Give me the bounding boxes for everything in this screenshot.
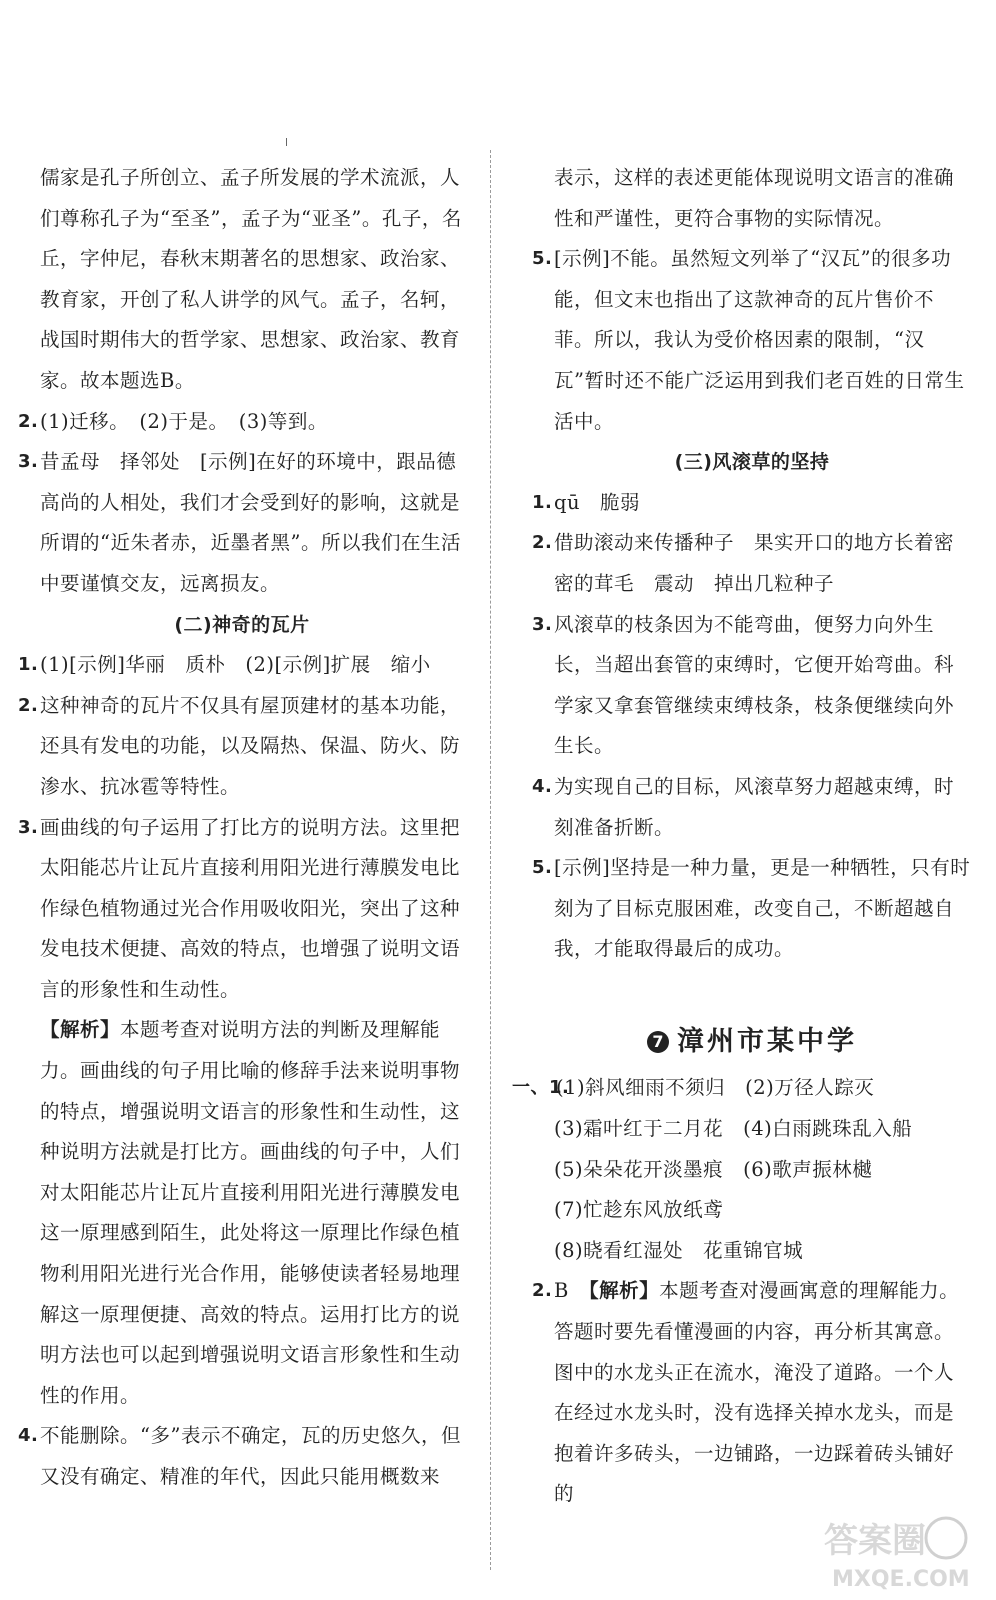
- answer-text: qū 脆弱: [554, 490, 641, 514]
- analysis-paragraph: [18, 1010, 466, 1416]
- question-number: 5.: [532, 248, 553, 270]
- watermark-title: 答案圈: [824, 1521, 926, 1561]
- analysis-label: 【解析】: [588, 1279, 660, 1303]
- analysis-label: 【解析】: [40, 1018, 121, 1042]
- question-number: 一、1.: [512, 1077, 570, 1099]
- section2-question-1: [18, 645, 466, 686]
- answer-line: (3)霜叶红于二月花 (4)白雨跳珠乱入船: [554, 1117, 913, 1141]
- question-number: 4.: [532, 775, 553, 797]
- answer-text: (1)迁移。 (2)于是。 (3)等到。: [40, 409, 328, 433]
- section3-question-3: [532, 605, 972, 767]
- question-number: 3.: [18, 451, 39, 473]
- answer-choice: B: [554, 1279, 569, 1303]
- section3-question-2: [532, 523, 972, 604]
- answer-line: (8)晓看红湿处 花重锦官城: [554, 1238, 804, 1262]
- watermark-url: MXQE.COM: [832, 1567, 970, 1592]
- question-number: 1.: [532, 491, 553, 513]
- analysis-text: 本题考查对漫画寓意的理解能力。答题时要先看懂漫画的内容，再分析其寓意。图中的水龙头正在流水，淹没了道路。一个人在经过水龙头时，没有选择关掉水龙头，而是抱着许多砖头，一边铺路，一边踩着砖头铺好的: [554, 1279, 960, 1506]
- question-number: 4.: [18, 1425, 39, 1447]
- section-title-tumbleweed: (三)风滚草的坚持: [674, 451, 830, 474]
- section3-question-1: [532, 483, 972, 524]
- answer-text: 借助滚动来传播种子 果实开口的地方长着密密的茸毛 震动 掉出几粒种子: [554, 531, 955, 595]
- right-column: [512, 158, 972, 1515]
- answer-text: 画曲线的句子运用了打比方的说明方法。这里把太阳能芯片让瓦片直接利用阳光进行薄膜发电比作绿色植物通过光合作用吸收阳光，突出了这种发电技术便捷、高效的特点，也增强了说明文语言的形象性和生动性。: [40, 815, 461, 1001]
- watermark: [818, 1510, 978, 1592]
- answer-text: 不能删除。“多”表示不确定，瓦的历史悠久，但又没有确定、精准的年代，因此只能用概数来: [40, 1424, 461, 1488]
- part1-question-1: [512, 1068, 972, 1109]
- question-number: 2.: [18, 694, 39, 716]
- section-title-magic-tile: (二)神奇的瓦片: [174, 613, 310, 636]
- question-2: [18, 402, 466, 443]
- answer-text: 这种神奇的瓦片不仅具有屋顶建材的基本功能，还具有发电的功能，以及隔热、保温、防火、防渗水、抗冰雹等特性。: [40, 693, 461, 798]
- left-column: [18, 158, 466, 1498]
- intro-paragraph: 儒家是孔子所创立、孟子所发展的学术流派，人们尊称孔子为“至圣”，孟子为“亚圣”。孔子，名丘，字仲尼，春秋末期著名的思想家、政治家、教育家，开创了私人讲学的风气。孟子，名轲，战国时期伟大的哲学家、思想家、政治家、教育家。故本题选B。: [40, 166, 462, 392]
- school-heading: [532, 1022, 972, 1063]
- column-divider: [490, 150, 491, 1570]
- answer-text: (1)[示例]华丽 质朴 (2)[示例]扩展 缩小: [40, 653, 431, 677]
- school-number-badge: 7: [647, 1031, 669, 1053]
- top-tick-mark: [286, 138, 287, 146]
- part1-question-2: [532, 1271, 972, 1515]
- question-number: 3.: [532, 613, 553, 635]
- question-number: 2.: [18, 410, 39, 432]
- answer-line: (5)朵朵花开淡墨痕 (6)歌声振林樾: [554, 1157, 873, 1181]
- section2-question-3: [18, 808, 466, 1011]
- answer-text: 风滚草的枝条因为不能弯曲，便努力向外生长，当超出套管的束缚时，它便开始弯曲。科学家又拿套管继续束缚枝条，枝条便继续向外生长。: [554, 612, 955, 758]
- school-title: 漳州市某中学: [677, 1025, 857, 1057]
- section3-question-4: [532, 767, 972, 848]
- section2-question-4: [18, 1416, 466, 1497]
- section3-question-5: [532, 848, 972, 970]
- answer-text: [示例]坚持是一种力量，更是一种牺牲，只有时刻为了目标克服困难，改变自己，不断超越自我，才能取得最后的成功。: [554, 856, 971, 961]
- question-number: 3.: [18, 816, 39, 838]
- question-number: 5.: [532, 857, 553, 879]
- answer-text: [554, 1271, 972, 1515]
- answer-line: (7)忙趁东风放纸鸢: [554, 1198, 724, 1222]
- answer-line: (1)斜风细雨不须归 (2)万径人踪灭: [556, 1076, 875, 1100]
- analysis-text: 本题考查对说明方法的判断及理解能力。画曲线的句子用比喻的修辞手法来说明事物的特点，增强说明文语言的形象性和生动性，这种说明方法就是打比方。画曲线的句子中，人们对太阳能芯片让瓦片直接利用阳光进行薄膜发电这一原理感到陌生，此处将这一原理比作绿色植物利用阳光进行光合作用，能够使读者轻易地理解这一原理便捷、高效的特点。运用打比方的说明方法也可以起到增强说明文语言形象性和生动性的作用。: [40, 1018, 461, 1407]
- question-number: 1.: [18, 654, 39, 676]
- watermark-logo: [818, 1510, 978, 1592]
- answer-text: 昔孟母 择邻处 [示例]在好的环境中，跟品德高尚的人相处，我们才会受到好的影响，这就是所谓的“近朱者赤，近墨者黑”。所以我们在生活中要谨慎交友，远离损友。: [40, 450, 461, 595]
- question-number: 2.: [532, 532, 553, 554]
- continued-answer: 表示，这样的表述更能体现说明文语言的准确性和严谨性，更符合事物的实际情况。: [554, 166, 955, 230]
- answer-text: 为实现自己的目标，风滚草努力超越束缚，时刻准备折断。: [554, 774, 955, 839]
- section2-question-5: [532, 239, 972, 442]
- question-3: [18, 442, 466, 604]
- answer-text: [示例]不能。虽然短文列举了“汉瓦”的很多功能，但文末也指出了这款神奇的瓦片售价不菲。所以，我认为受价格因素的限制，“汉瓦”暂时还不能广泛运用到我们老百姓的日常生活中。: [554, 247, 965, 433]
- section2-question-2: [18, 686, 466, 808]
- question-number: 2.: [532, 1280, 553, 1302]
